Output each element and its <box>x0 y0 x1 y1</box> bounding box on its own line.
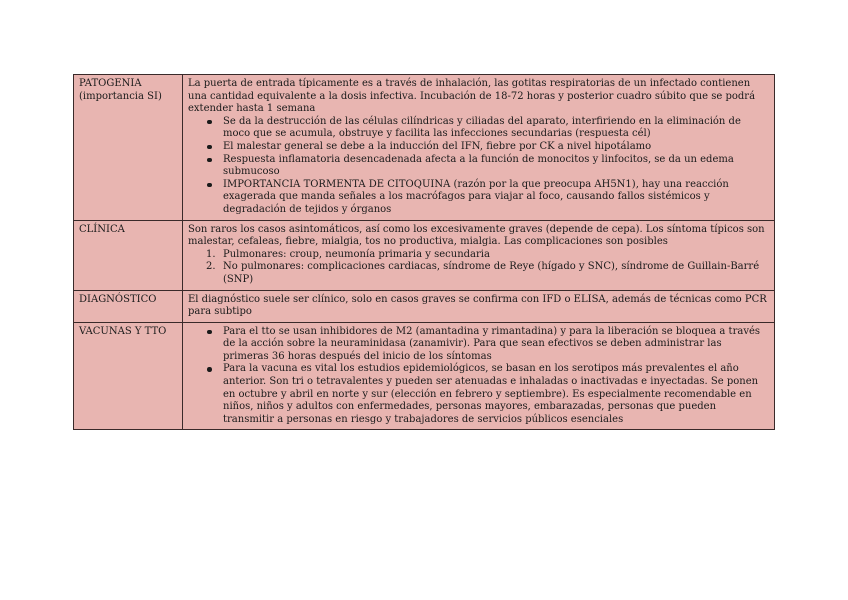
table-row-diagnostico <box>74 290 775 322</box>
bullet-item: El malestar general se debe a la inducción del IFN, fiebre por CK a nivel hipotálamo <box>223 141 769 154</box>
numbered-item <box>206 248 769 262</box>
row-content <box>183 322 775 430</box>
bullet-list <box>188 326 769 427</box>
row-content <box>183 290 775 322</box>
bullet-item: Se da la destrucción de las células cilíndricas y ciliadas del aparato, interfiriendo en la eliminación de moco que se acumula, obstruye y facilita las infecciones secundarias (respuesta cél) <box>223 116 769 141</box>
row-content <box>183 220 775 290</box>
numbered-list <box>188 249 769 287</box>
bullet-item: Para el tto se usan inhibidores de M2 (amantadina y rimantadina) y para la liberación se bloquea a través de la acción sobre la neuraminidasa (zanamivir). Para que sean efectivos se deben administrar las primeras 36 horas después del inicio de los síntomas <box>223 326 769 364</box>
item-number: 2. <box>206 261 216 273</box>
influenza-notes-table <box>73 74 775 430</box>
bullet-item: Respuesta inflamatoria desencadenada afecta a la función de monocitos y linfocitos, se da un edema submucoso <box>223 154 769 179</box>
table-row-vacunas <box>74 322 775 430</box>
item-number: 1. <box>206 248 216 260</box>
row-intro: La puerta de entrada típicamente es a través de inhalación, las gotitas respiratorias de un infectado contienen una cantidad equivalente a la dosis infectiva. Incubación de 18-72 horas y posterior cuadro súbito que se podrá extender hasta 1 semana <box>188 78 756 115</box>
numbered-item <box>206 261 769 286</box>
table-row-clinica <box>74 220 775 290</box>
table-row-patogenia <box>74 75 775 221</box>
item-text: Pulmonares: croup, neumonía primaria y secundaria <box>223 248 490 260</box>
row-label: VACUNAS Y TTO <box>74 322 183 430</box>
row-content <box>183 75 775 221</box>
row-label: PATOGENIA (importancia SI) <box>74 75 183 221</box>
item-text: No pulmonares: complicaciones cardiacas, síndrome de Reye (hígado y SNC), síndrome de Guillain-Barré (SNP) <box>223 261 760 285</box>
row-label: DIAGNÓSTICO <box>74 290 183 322</box>
bullet-item: Para la vacuna es vital los estudios epidemiológicos, se basan en los serotipos más prevalentes el año anterior. Son tri o tetravalentes y pueden ser atenuadas e inhaladas o inactivadas e inyectadas. Se ponen en octubre y abril en norte y sur (elección en febrero y septiembre). Es especialmente recomendable en niños, niños y adultos con enfermedades, personas mayores, embarazadas, personas que pueden transmitir a personas en riesgo y trabajadores de servicios públicos esenciales <box>223 363 769 426</box>
row-intro: El diagnóstico suele ser clínico, solo en casos graves se confirma con IFD o ELISA, además de técnicas como PCR para subtipo <box>188 293 767 318</box>
bullet-item: IMPORTANCIA TORMENTA DE CITOQUINA (razón por la que preocupa AH5N1), hay una reacción exagerada que manda señales a los macrófagos para viajar al foco, causando fallos sistémicos y degradación de tejidos y órganos <box>223 179 769 217</box>
row-intro: Son raros los casos asintomáticos, así como los excesivamente graves (depende de cepa). Los síntoma típicos son malestar, cefaleas, fiebre, mialgia, tos no productiva, mialgia. Las complicaciones son posibles <box>188 223 765 248</box>
row-label: CLÍNICA <box>74 220 183 290</box>
bullet-list <box>188 116 769 217</box>
